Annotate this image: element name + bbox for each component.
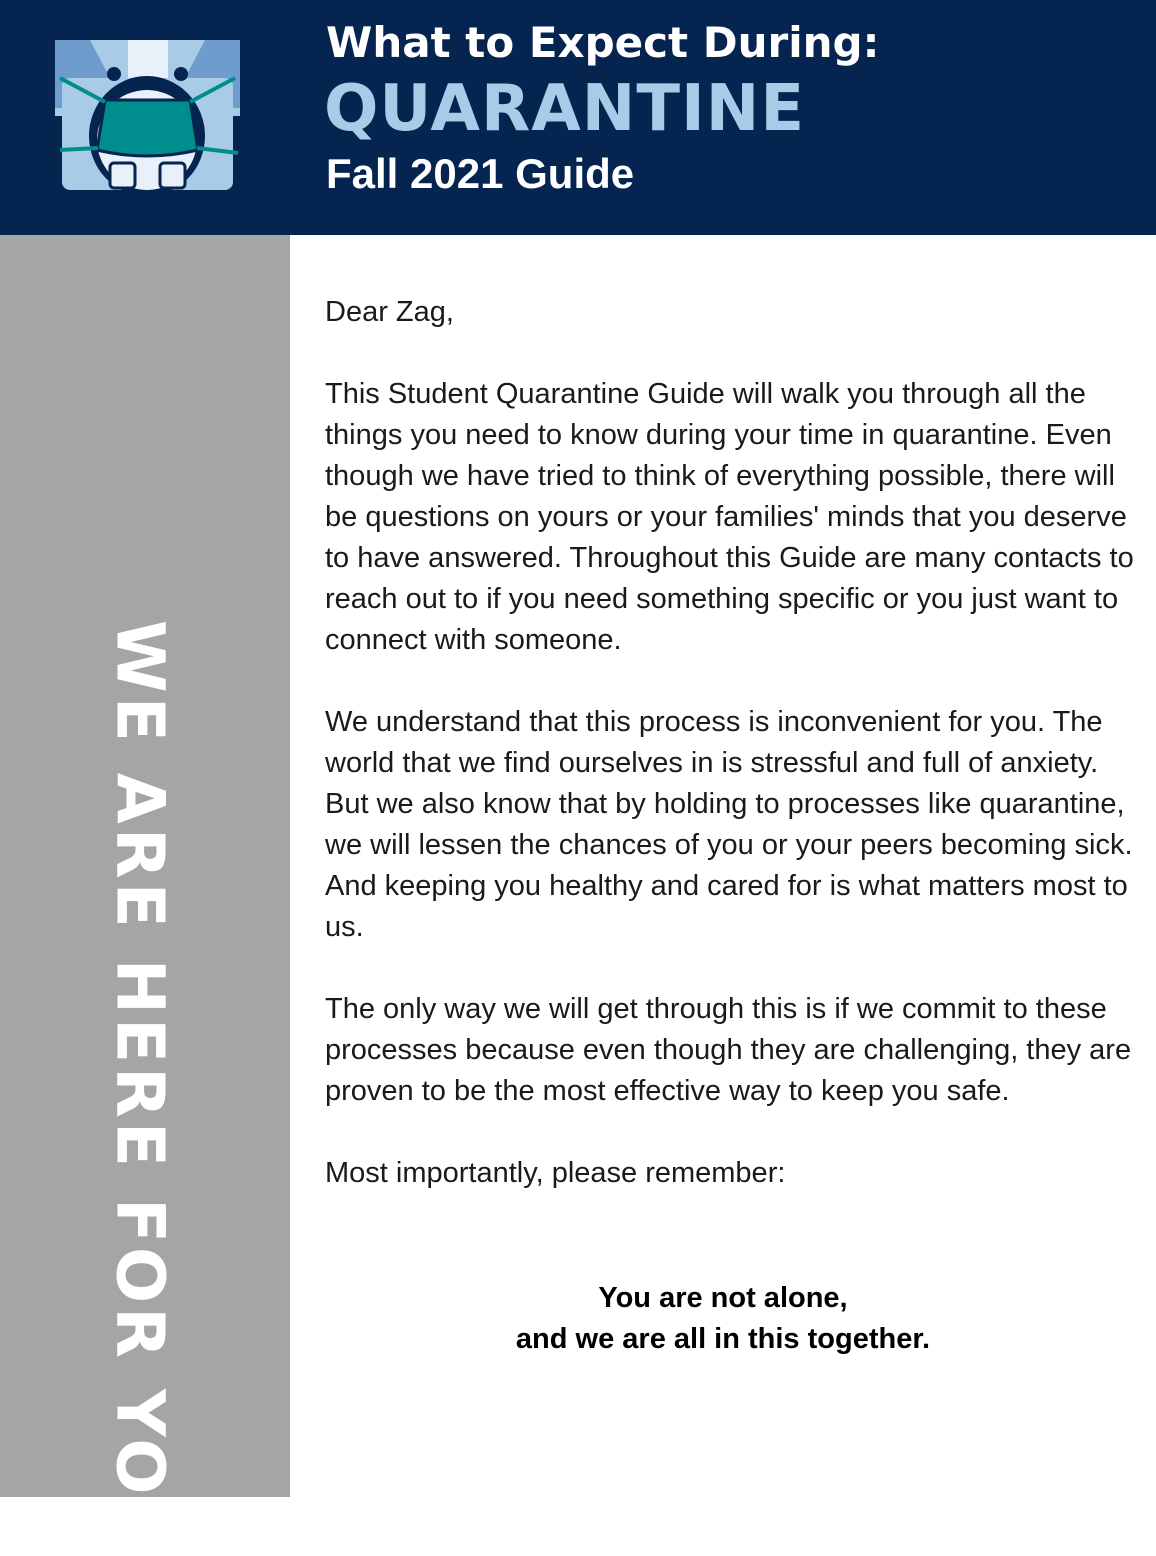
paragraph-3: The only way we will get through this is if we commit to these processes because even though they are challenging, they are proven to be the most effective way to keep you safe. <box>325 993 1132 1107</box>
salutation: Dear Zag, <box>325 296 454 328</box>
header-banner <box>0 0 1156 235</box>
title-line-fall-2021-guide: Fall 2021 Guide <box>326 150 635 197</box>
letter-body <box>325 292 1140 1235</box>
paragraph-1: This Student Quarantine Guide will walk you through all the things you need to know during your time in quarantine. Even though we have tried to think of everything possible, there will be questions on yours or your families' minds that you deserve to have answered. Throughout this Guide are many contacts to reach out to if you need something specific or you just want to connect with someone. <box>325 378 1134 656</box>
title-line-quarantine: QUARANTINE <box>324 72 806 146</box>
sidebar-panel <box>0 235 290 1556</box>
closing-line-1: You are not alone, <box>598 1282 848 1314</box>
title-line-what-to-expect: What to Expect During: <box>326 18 880 67</box>
paragraph-2: We understand that this process is inconvenient for you. The world that we find ourselves in is stressful and full of anxiety. But we also know that by holding to processes like quarantine, we will lessen the chances of you or your peers becoming sick. And keeping you healthy and cared for is what matters most to us. <box>325 706 1133 943</box>
closing-message <box>290 1278 1156 1360</box>
paragraph-4: Most importantly, please remember: <box>325 1157 786 1189</box>
closing-line-2: and we are all in this together. <box>515 1323 931 1355</box>
sidebar-vertical-text: WE ARE HERE FOR YOU <box>101 619 179 1556</box>
masked-bulldog-logo-icon <box>50 38 245 193</box>
